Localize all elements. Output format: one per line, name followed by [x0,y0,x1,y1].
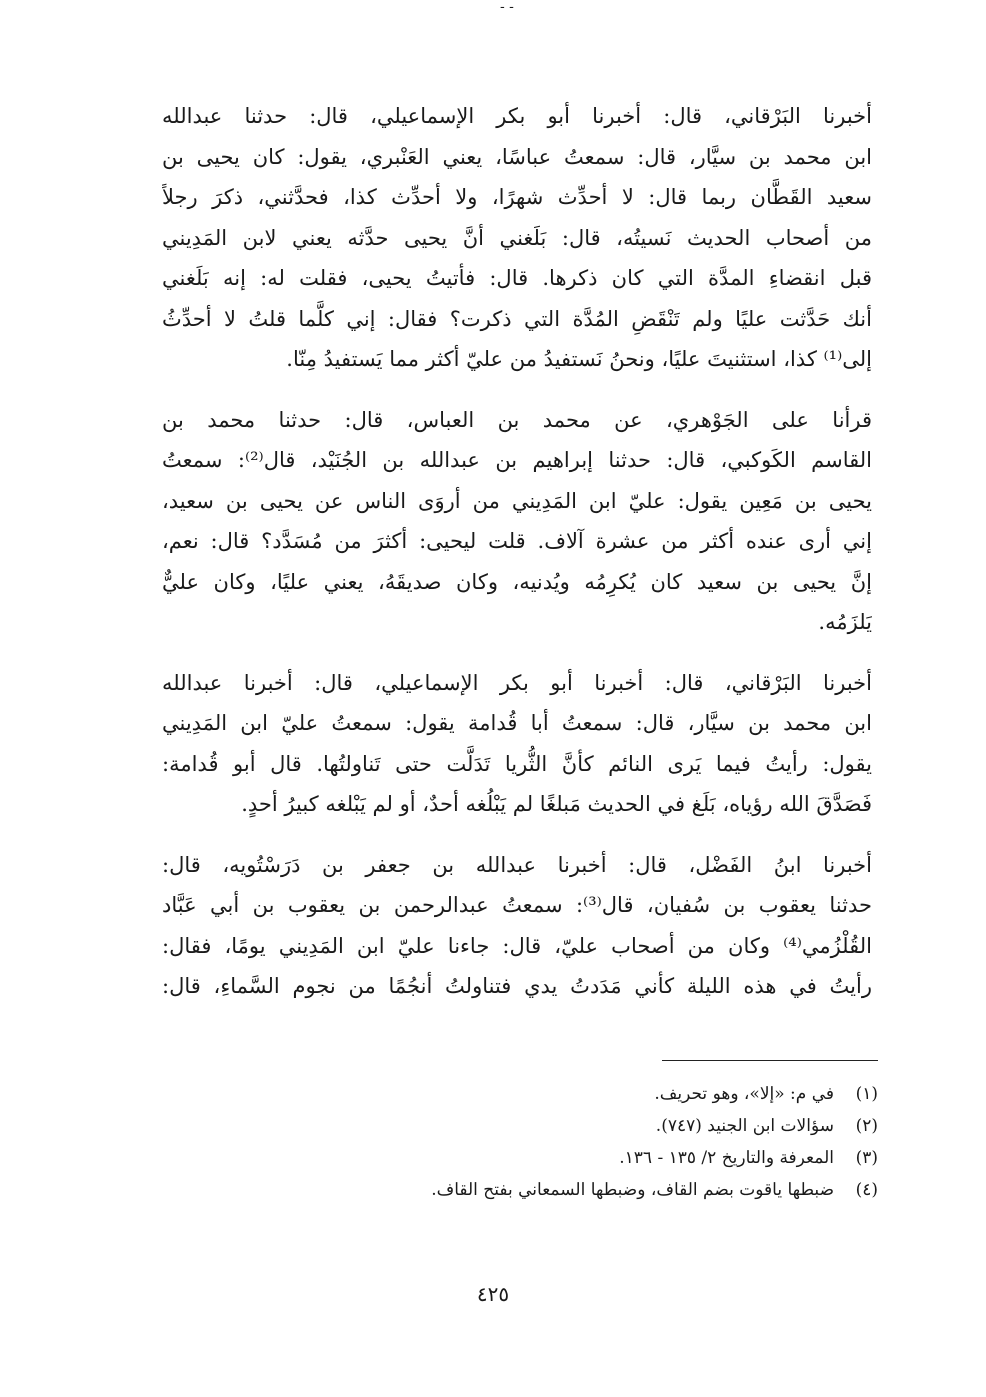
text-line: القاسم الكَوكبي، قال: حدثنا إبراهيم بن عبدالله بن الجُنَيْد، قال⁽²⁾: سمعتُ [162,448,872,472]
footnote-item [300,1142,878,1174]
footnote-number: (٣) [855,1148,878,1168]
text-line: رأيتُ في هذه الليلة كأني مَدَدتُ يدي فتناولتُ أنجُمًا من نجوم السَّماءِ، قال: [162,974,872,998]
header-mark: - - [500,0,514,15]
text-line: قبل انقضاءِ المدَّة التي كان ذكرها. قال: فأتيتُ يحيى، فقلت له: إنه بَلَغني [162,266,872,290]
text-line: القُلْزُمي⁽⁴⁾ وكان من أصحاب عليّ، قال: جاءنا عليّ ابن المَدِيني يومًا، فقال: [162,933,872,958]
footnote-number: (١) [855,1084,878,1104]
text-line: يحيى بن مَعِين يقول: عليّ ابن المَدِيني من أروَى الناس عن يحيى بن سعيد، [162,488,872,513]
text-line: قرأنا على الجَوْهري، عن محمد بن العباس، قال: حدثنا محمد بن [162,407,872,432]
main-text [162,96,872,1027]
text-line: إنَّ يحيى بن سعيد كان يُكرِمُه ويُدنيه، وكان صديقَهُ، يعني عليًا، وكان عليٌّ [162,569,872,594]
footnotes [300,1078,878,1206]
text-line: يقول: رأيتُ فيما يَرى النائم كأنَّ الثُّريا تَدَلَّت حتى تَناولتُها. قال أبو قُدامة: [162,751,872,776]
footnote-text: المعرفة والتاريخ ٢/ ١٣٥ - ١٣٦. [619,1148,834,1168]
text-line: ابن محمد بن سيَّار، قال: سمعتُ أبا قُدامة يقول: سمعتُ عليّ ابن المَدِيني [162,711,872,735]
text-line: فَصَدَّقَ الله رؤياه، بَلَغ في الحديث مَبلغًا لم يَبْلُغه أحدٌ، أو لم يَبْلغه كبيرُ أحدٍ. [241,792,872,816]
footnote-item [300,1078,878,1110]
text-line: أخبرنا ابنُ الفَضْل، قال: أخبرنا عبدالله بن جعفر بن دَرَسْتُويه، قال: [162,852,872,877]
text-line: إلى⁽¹⁾ كذا، استثنيتَ عليًا، ونحنُ نَستفيدُ من عليّ أكثر مما يَستفيدُ مِنّا. [286,347,872,371]
text-line: أنك حَدَّثت عليًا ولم تَنْقَضِ المُدَّة التي ذكرت؟ فقال: إني كلَّما قلتُ لا أحدِّثُ [162,306,872,331]
footnote-divider [662,1060,878,1061]
footnote-text: في م: «إلا»، وهو تحريف. [654,1084,834,1104]
footnote-number: (٤) [855,1180,878,1200]
text-line: حدثنا يعقوب بن سُفيان، قال⁽³⁾: سمعتُ عبدالرحمن بن يعقوب بن أبي عَبَّاد [162,893,872,917]
text-line: أخبرنا البَرْقاني، قال: أخبرنا أبو بكر الإسماعيلي، قال: أخبرنا عبدالله [162,670,872,695]
paragraph-4 [162,845,872,1007]
text-line: إني أرى عنده أكثر من عشرة آلاف. قلت ليحيى: أكثرَ من مُسَدَّد؟ قال: نعم، [162,529,872,553]
text-line: يَلزَمُه. [818,610,872,634]
text-line: من أصحاب الحديث نَسيتُه، قال: بَلَغني أنَّ يحيى حدَّثه يعني لابن المَدِيني [162,225,872,250]
footnote-text: سؤالات ابن الجنيد (٧٤٧). [655,1116,834,1136]
footnote-item [300,1174,878,1206]
page-number: ٤٢٥ [476,1282,510,1306]
paragraph-1 [162,96,872,380]
text-line: أخبرنا البَرْقاني، قال: أخبرنا أبو بكر الإسماعيلي، قال: حدثنا عبدالله [162,104,872,128]
paragraph-3 [162,663,872,825]
text-line: ابن محمد بن سيَّار، قال: سمعتُ عباسًا، يعني العَنْبري، يقول: كان يحيى بن [162,144,872,169]
footnote-text: ضبطها ياقوت بضم القاف، وضبطها السمعاني بفتح القاف. [431,1180,834,1200]
paragraph-2 [162,400,872,643]
footnote-item [300,1110,878,1142]
text-line: سعيد القَطَّان ربما قال: لا أحدِّث شهرًا، ولا أحدِّث كذا، فحدَّثني، ذكرَ رجلاً [162,185,872,209]
footnote-number: (٢) [855,1116,878,1136]
